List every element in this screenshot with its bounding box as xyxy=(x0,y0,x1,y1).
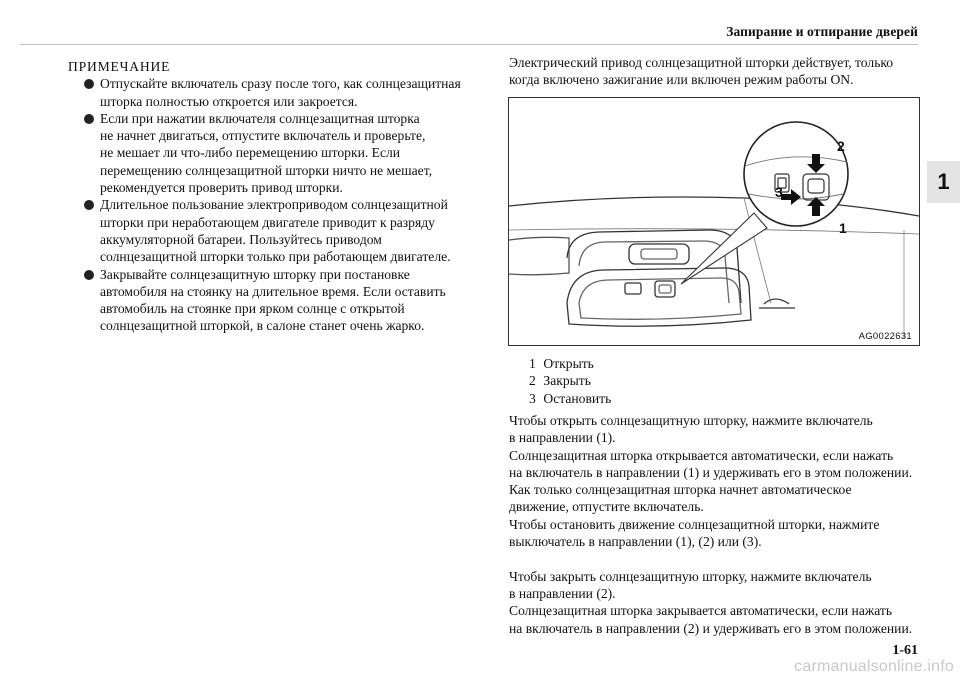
note-line: солнцезащитной шторки только при работающем двигателе. xyxy=(100,249,451,265)
note-block xyxy=(68,58,468,335)
callout-label: 3 xyxy=(775,184,783,200)
body-line: в направлении (2). xyxy=(509,585,616,601)
intro-line: когда включено зажигание или включен режим работы ON. xyxy=(509,72,854,88)
body-line: Как только солнцезащитная шторка начнет автоматическое xyxy=(509,482,852,498)
bullet-icon xyxy=(84,270,94,280)
callout-label: 2 xyxy=(837,138,845,154)
instruction-text xyxy=(509,412,929,637)
note-line: автомобиля на стоянку на длительное время. Если оставить xyxy=(100,283,446,299)
note-line: автомобиль на стоянке при ярком солнце с открытой xyxy=(100,301,405,317)
intro-line: Электрический привод солнцезащитной шторки действует, только xyxy=(509,55,894,70)
body-line: на включатель в направлении (2) и удерживать его в этом положении. xyxy=(509,620,913,636)
sunshade-switch-figure xyxy=(508,97,920,346)
note-line: Закрывайте солнцезащитную шторку при постановке xyxy=(100,266,410,282)
page-number: 1-61 xyxy=(892,643,918,658)
note-line: шторки при неработающем двигателе приводит к разряду xyxy=(100,214,435,230)
legend-number: 3 xyxy=(529,390,536,406)
legend-number: 1 xyxy=(529,356,536,371)
note-item xyxy=(68,266,468,335)
note-item xyxy=(68,75,468,110)
body-line: на включатель в направлении (1) и удерживать его в этом положении. xyxy=(509,464,913,480)
chapter-tab[interactable]: 1 xyxy=(927,161,960,203)
note-line: Длительное пользование электроприводом солнцезащитной xyxy=(100,197,448,213)
legend-label: Остановить xyxy=(543,390,612,406)
figure-code: AG0022631 xyxy=(858,331,912,342)
note-title: ПРИМЕЧАНИЕ xyxy=(68,59,171,74)
body-line: Чтобы закрыть солнцезащитную шторку, нажмите включатель xyxy=(509,568,872,584)
paragraph-gap xyxy=(509,550,929,567)
overhead-console-illustration xyxy=(509,98,919,345)
body-line: Солнцезащитная шторка закрывается автоматически, если нажать xyxy=(509,603,893,619)
body-line: в направлении (1). xyxy=(509,430,616,446)
body-line: выключатель в направлении (1), (2) или (3). xyxy=(509,534,762,550)
running-header: Запирание и отпирание дверей xyxy=(726,24,918,39)
intro-text xyxy=(509,54,929,89)
note-line: рекомендуется проверить привод шторки. xyxy=(100,180,343,196)
note-line: шторка полностью откроется или закроется. xyxy=(100,93,358,109)
legend-row xyxy=(529,355,611,372)
legend-label: Открыть xyxy=(543,356,594,371)
note-line: не начнет двигаться, отпустите включатель и проверьте, xyxy=(100,128,426,144)
note-line: перемещению солнцезащитной шторки ничто не мешает, xyxy=(100,162,433,178)
note-line: не мешает ли что-либо перемещению шторки. Если xyxy=(100,145,401,161)
body-line: Солнцезащитная шторка открывается автоматически, если нажать xyxy=(509,447,894,463)
legend-row xyxy=(529,372,611,389)
note-item xyxy=(68,196,468,265)
note-line: солнцезащитной шторкой, в салоне станет очень жарко. xyxy=(100,318,425,334)
note-line: Отпускайте включатель сразу после того, как солнцезащитная xyxy=(100,76,461,92)
legend-label: Закрыть xyxy=(543,373,591,389)
note-line: аккумуляторной батареи. Пользуйтесь приводом xyxy=(100,231,382,247)
legend-row xyxy=(529,390,611,407)
bullet-icon xyxy=(84,79,94,89)
bullet-icon xyxy=(84,114,94,124)
note-line: Если при нажатии включателя солнцезащитная шторка xyxy=(100,110,420,126)
note-item xyxy=(68,110,468,196)
bullet-icon xyxy=(84,200,94,210)
callout-label: 1 xyxy=(839,220,847,236)
body-line: Чтобы остановить движение солнцезащитной шторки, нажмите xyxy=(509,516,880,532)
figure-legend xyxy=(529,355,611,407)
body-line: движение, отпустите включатель. xyxy=(509,499,704,515)
header-rule xyxy=(20,44,918,45)
body-line: Чтобы открыть солнцезащитную шторку, нажмите включатель xyxy=(509,413,873,428)
legend-number: 2 xyxy=(529,373,536,389)
watermark-text[interactable]: carmanualsonline.info xyxy=(794,658,954,675)
